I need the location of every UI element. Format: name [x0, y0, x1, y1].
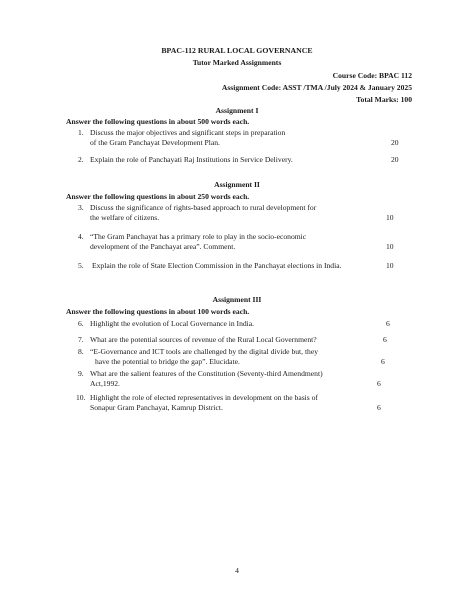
question-line: Explain the role of Panchayati Raj Institutions in Service Delivery. — [90, 155, 293, 164]
question-number: 10. — [76, 393, 86, 402]
question-number: 8. — [78, 347, 84, 356]
question-line: “E-Governance and ICT tools are challenged by the digital divide but, they — [90, 347, 319, 356]
question-line: What are the potential sources of revenue of the Rural Local Government? — [90, 335, 317, 344]
question-marks: 10 — [386, 213, 394, 222]
question-number: 2. — [78, 155, 84, 164]
assignment-instruction: Answer the following questions in about 250 words each. — [66, 192, 250, 201]
question-line: “The Gram Panchayat has a primary role to play in the socio-economic — [90, 232, 307, 241]
subtitle: Tutor Marked Assignments — [192, 58, 282, 67]
question-line: Sonapur Gram Panchayat, Kamrup District. — [90, 403, 223, 412]
question-marks: 6 — [377, 379, 381, 388]
question-line: the welfare of citizens. — [90, 213, 160, 222]
assignment-instruction: Answer the following questions in about 500 words each. — [66, 117, 250, 126]
question-number: 5. — [78, 261, 84, 270]
assignment-instruction: Answer the following questions in about 100 words each. — [66, 307, 250, 316]
question-line: Act,1992. — [90, 379, 120, 388]
assignment-title: Assignment III — [212, 295, 262, 304]
question-line: of the Gram Panchayat Development Plan. — [90, 138, 220, 147]
assignment-code: Assignment Code: ASST /TMA /July 2024 & January 2025 — [221, 83, 412, 92]
question-marks: 10 — [386, 261, 394, 270]
question-line: Discuss the major objectives and significant steps in preparation — [90, 128, 286, 137]
question-marks: 6 — [381, 357, 385, 366]
course-title: BPAC-112 RURAL LOCAL GOVERNANCE — [161, 46, 313, 55]
question-line: Explain the role of State Election Commission in the Panchayat elections in India. — [92, 261, 342, 270]
question-line: Highlight the role of elected representatives in development on the basis of — [90, 393, 318, 402]
question-marks: 6 — [377, 403, 381, 412]
question-number: 6. — [78, 319, 84, 328]
page-number: 4 — [235, 566, 239, 575]
question-line: Discuss the significance of rights-based approach to rural development for — [90, 203, 317, 212]
question-marks: 20 — [391, 138, 399, 147]
question-number: 4. — [78, 232, 84, 241]
question-number: 3. — [78, 203, 84, 212]
question-marks: 20 — [391, 155, 399, 164]
question-number: 1. — [78, 128, 84, 137]
question-number: 9. — [78, 369, 84, 378]
assignment-title: Assignment II — [214, 180, 260, 189]
question-line: What are the salient features of the Constitution (Seventy-third Amendment) — [90, 369, 323, 378]
question-line: development of the Panchayat area”. Comment. — [90, 242, 236, 251]
question-marks: 6 — [386, 319, 390, 328]
question-number: 7. — [78, 335, 84, 344]
course-code: Course Code: BPAC 112 — [332, 71, 412, 80]
question-line: have the potential to bridge the gap”. Elucidate. — [95, 357, 240, 366]
question-marks: 6 — [383, 335, 387, 344]
question-marks: 10 — [386, 242, 394, 251]
question-line: Highlight the evolution of Local Governance in India. — [90, 319, 255, 328]
total-marks: Total Marks: 100 — [356, 95, 412, 104]
assignment-title: Assignment I — [215, 106, 259, 115]
